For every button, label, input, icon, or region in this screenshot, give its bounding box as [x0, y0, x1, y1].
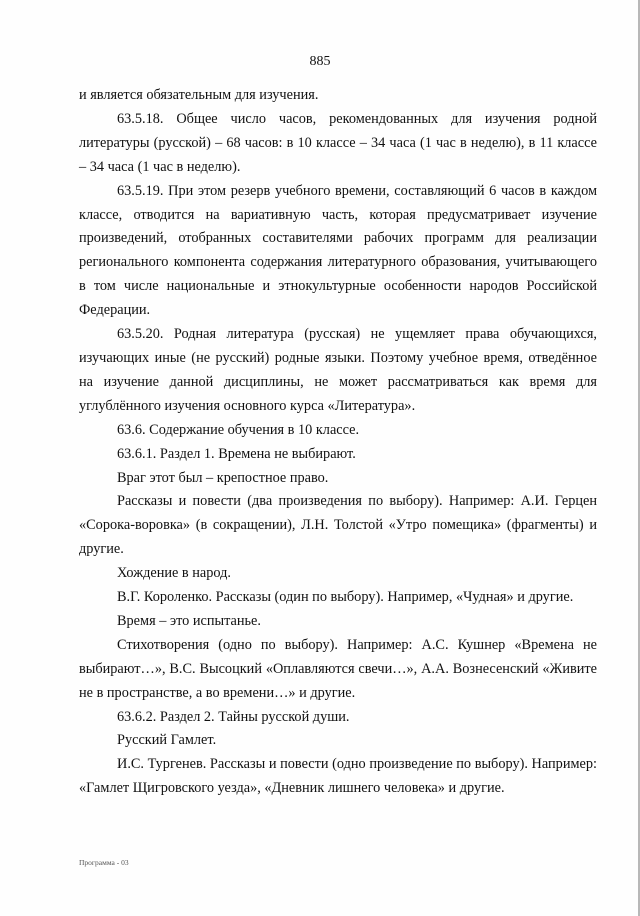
paragraph-works-1: Рассказы и повести (два произведения по выбору). Например: А.И. Герцен «Сорока-воровка» (в сокращении), Л.Н. Толстой «Утро помещика» (фрагменты) и другие. — [79, 493, 597, 558]
page-number: 885 — [309, 54, 331, 69]
theme-heading: Хождение в народ. — [117, 565, 231, 582]
section-heading-63-6-2: 63.6.2. Раздел 2. Тайны русской души. — [117, 708, 350, 725]
section-heading-63-6: 63.6. Содержание обучения в 10 классе. — [117, 421, 360, 438]
paragraph-continuation: и является обязательным для изучения. — [79, 87, 319, 103]
paragraph-63-5-20: 63.5.20. Родная литература (русская) не ущемляет права обучающихся, изучающих иные (не русский) родные языки. Поэтому учебное время, отведённое на изучение данной дисциплины, не может рассматриваться как время для углублённого изучения основного курса «Литература». — [79, 326, 597, 414]
paragraph-63-5-19: 63.5.19. При этом резерв учебного времени, составляющий 6 часов в каждом классе, отводится на вариативную часть, которая предусматривает изучение произведений, отобранных составителями рабочих программ для реализации регионального компонента содержания литературного образования, учитывающего в том числе национальные и этнокультурные особенности народов Российской Федерации. — [79, 182, 597, 319]
theme-heading: Враг этот был – крепостное право. — [117, 469, 329, 486]
page-body — [79, 84, 597, 801]
section-heading-63-6-1: 63.6.1. Раздел 1. Времена не выбирают. — [117, 445, 356, 462]
paragraph-63-5-18: 63.5.18. Общее число часов, рекомендованных для изучения родной литературы (русской) – 68 часов: в 10 классе – 34 часа (1 час в неделю), в 11 классе – 34 часа (1 час в неделю). — [79, 110, 597, 175]
paragraph-works-3: Стихотворения (одно по выбору). Например: А.С. Кушнер «Времена не выбирают…», В.С. Высоцкий «Оплавляются свечи…», А.А. Вознесенский «Живите не в пространстве, а во времени…» и другие. — [79, 636, 597, 701]
theme-heading: Время – это испытанье. — [117, 612, 261, 629]
theme-heading: Русский Гамлет. — [117, 732, 217, 749]
footer-note: Программа - 03 — [79, 858, 129, 867]
paragraph-works-4: И.С. Тургенев. Рассказы и повести (одно произведение по выбору). Например: «Гамлет Щигровского уезда», «Дневник лишнего человека» и другие. — [79, 756, 597, 797]
paragraph-works-2: В.Г. Короленко. Рассказы (один по выбору). Например, «Чудная» и другие. — [117, 589, 574, 606]
